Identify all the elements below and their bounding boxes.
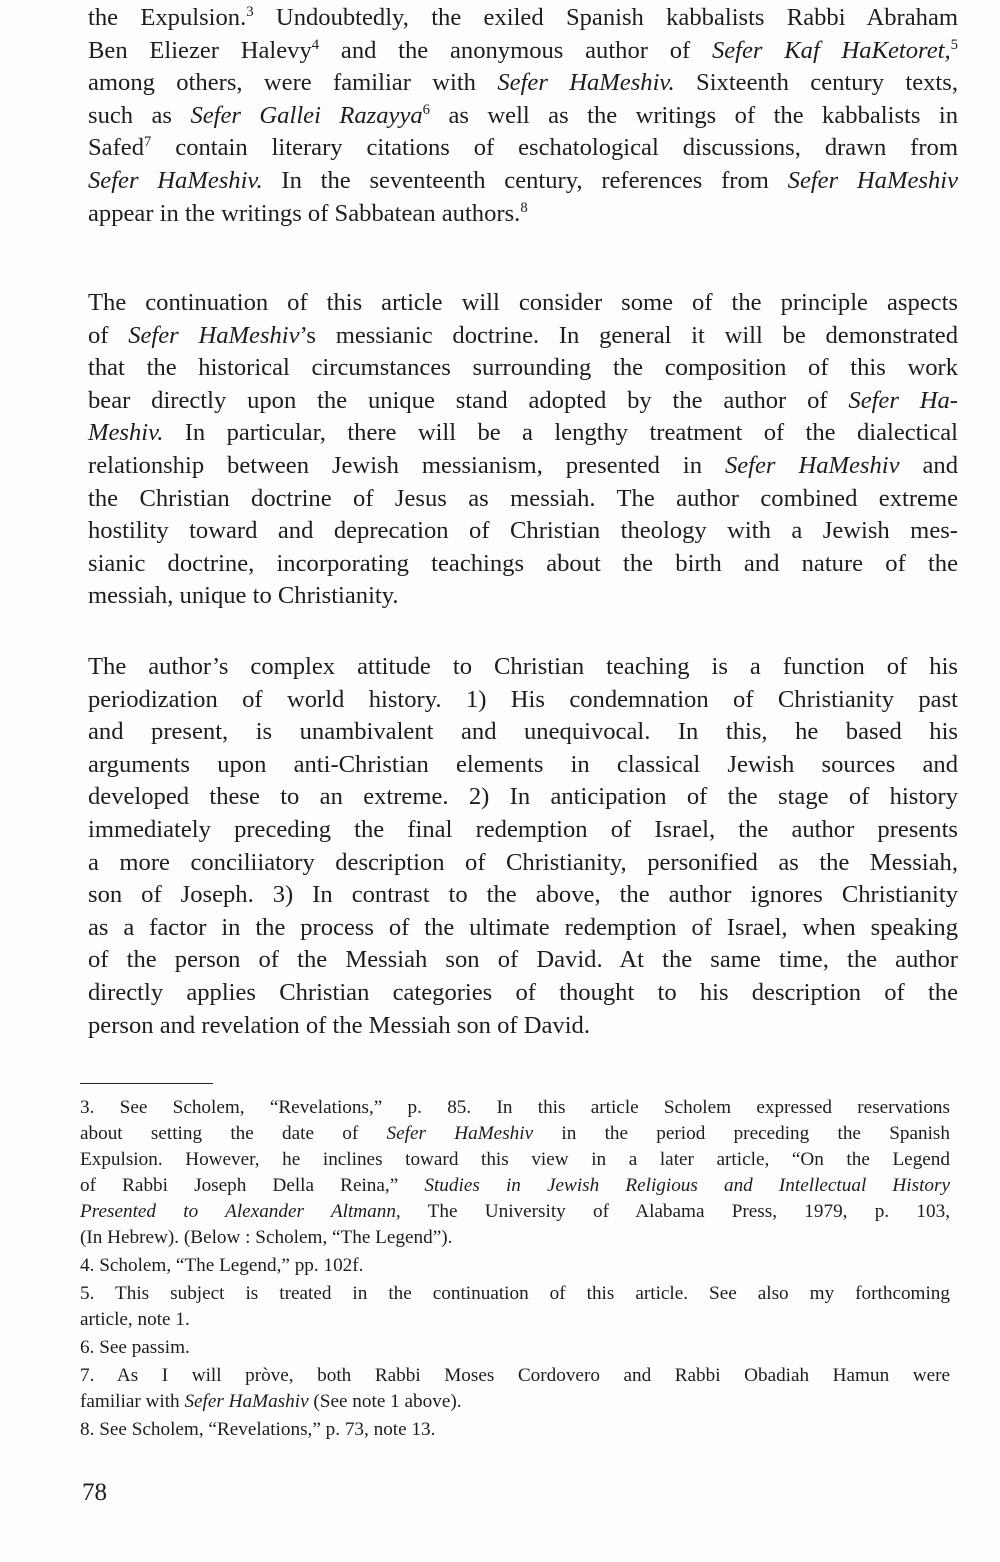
text-line: 6. See passim. bbox=[80, 1337, 190, 1358]
text-line: a more conciliiatory description of Christianity, personified as the Messiah, bbox=[88, 848, 958, 876]
footnote-8 bbox=[80, 1417, 950, 1443]
text-line: that the historical circumstances surrounding the composition of this work bbox=[88, 354, 958, 382]
italic-title: Meshiv. bbox=[88, 419, 164, 447]
text-line: of the person of the Messiah son of David. At the same time, the author bbox=[88, 946, 958, 974]
text-line: and present, is unambivalent and unequivocal. In this, he based his bbox=[88, 718, 958, 746]
text-line: 5. This subject is treated in the continuation of this article. See also my forthcoming bbox=[80, 1283, 950, 1304]
text-line: immediately preceding the final redemption of Israel, the author presents bbox=[88, 815, 958, 843]
body-paragraph bbox=[88, 287, 958, 613]
body-paragraph bbox=[88, 651, 958, 1042]
text-line: relationship between Jewish messianism, presented in Sefer HaMeshiv and bbox=[88, 451, 958, 479]
text-line: 8. See Scholem, “Revelations,” p. 73, note 13. bbox=[80, 1419, 436, 1440]
text-line: son of Joseph. 3) In contrast to the above, the author ignores Christianity bbox=[88, 881, 958, 909]
text-line: messiah, unique to Christianity. bbox=[88, 582, 399, 610]
note-reference: 6 bbox=[422, 101, 431, 118]
page-number: 78 bbox=[82, 1479, 107, 1506]
text-line: Expulsion. However, he inclines toward this view in a later article, “On the Legend bbox=[80, 1149, 950, 1170]
text-line: hostility toward and deprecation of Christian theology with a Jewish mes- bbox=[88, 517, 958, 545]
footnote-6 bbox=[80, 1335, 950, 1361]
text-line: bear directly upon the unique stand adopted by the author of Sefer Ha- bbox=[88, 386, 958, 414]
paragraph-periodization bbox=[88, 651, 958, 1042]
text-line: Sefer HaMeshiv. In the seventeenth century, references from Sefer HaMeshiv bbox=[88, 166, 958, 194]
italic-title: Sefer Ha- bbox=[848, 386, 958, 414]
body-paragraph bbox=[88, 2, 958, 230]
text-line: about setting the date of Sefer HaMeshiv in the period preceding the Spanish bbox=[80, 1123, 950, 1144]
note-reference: 7 bbox=[144, 134, 152, 151]
italic-title: Sefer HaMeshiv bbox=[386, 1123, 534, 1144]
text-line: person and revelation of the Messiah son of David. bbox=[88, 1011, 590, 1039]
text-line: arguments upon anti-Christian elements in classical Jewish sources and bbox=[88, 750, 958, 778]
text-line: 3. See Scholem, “Revelations,” p. 85. In this article Scholem expressed reservations bbox=[80, 1097, 950, 1118]
text-line: sianic doctrine, incorporating teachings about the birth and nature of the bbox=[88, 549, 958, 577]
text-line: developed these to an extreme. 2) In anticipation of the stage of history bbox=[88, 783, 958, 811]
text-line: of Rabbi Joseph Della Reina,” Studies in Jewish Religious and Intellectual History bbox=[80, 1175, 950, 1196]
text-line: as a factor in the process of the ultimate redemption of Israel, when speaking bbox=[88, 913, 958, 941]
text-line: Presented to Alexander Altmann, The University of Alabama Press, 1979, p. 103, bbox=[80, 1201, 950, 1222]
text-line: Meshiv. In particular, there will be a lengthy treatment of the dialectical bbox=[88, 419, 958, 447]
text-line: periodization of world history. 1) His condemnation of Christianity past bbox=[88, 685, 958, 713]
italic-title: Sefer HaMashiv bbox=[184, 1391, 309, 1412]
footnote-7 bbox=[80, 1363, 950, 1415]
text-line: (In Hebrew). (Below : Scholem, “The Legend”). bbox=[80, 1227, 453, 1248]
text-line: among others, were familiar with Sefer HaMeshiv. Sixteenth century texts, bbox=[88, 69, 958, 97]
italic-title: Sefer HaMeshiv bbox=[787, 166, 958, 194]
text-line: The continuation of this article will consider some of the principle aspects bbox=[88, 289, 958, 316]
text-line: familiar with Sefer HaMashiv (See note 1 above). bbox=[80, 1391, 462, 1412]
italic-title: Sefer HaMeshiv. bbox=[88, 166, 263, 194]
note-reference: 5 bbox=[950, 36, 958, 53]
italic-title: Studies in Jewish Religious and Intellectual History bbox=[424, 1175, 950, 1196]
note-reference: 4 bbox=[311, 36, 320, 53]
text-line: the Christian doctrine of Jesus as messiah. The author combined extreme bbox=[88, 484, 958, 512]
italic-title: Sefer HaMeshiv. bbox=[497, 69, 675, 97]
text-line: appear in the writings of Sabbatean authors.$^8$ bbox=[88, 199, 528, 227]
text-line: such as Sefer Gallei Razayya$^6$ as well as the writings of the kabbalists in bbox=[88, 101, 958, 129]
text-line: the Expulsion.$^3$ Undoubtedly, the exiled Spanish kabbalists Rabbi Abraham bbox=[88, 3, 958, 31]
text-line: Safed$^7$ contain literary citations of eschatological discussions, drawn from bbox=[88, 134, 958, 162]
footnote-4 bbox=[80, 1253, 950, 1279]
italic-title: Sefer Gallei Razayya bbox=[190, 101, 423, 129]
footnotes bbox=[80, 1095, 950, 1445]
note-reference: 8 bbox=[520, 199, 528, 216]
note-reference: 3 bbox=[246, 3, 254, 20]
text-line: directly applies Christian categories of thought to his description of the bbox=[88, 978, 958, 1006]
paragraph-continuation bbox=[88, 287, 958, 613]
italic-title: Sefer Kaf HaKetoret, bbox=[711, 36, 951, 64]
text-line: 7. As I will pròve, both Rabbi Moses Cordovero and Rabbi Obadiah Hamun were bbox=[80, 1365, 950, 1386]
text-line: 4. Scholem, “The Legend,” pp. 102f. bbox=[80, 1255, 364, 1276]
text-line: Ben Eliezer Halevy$^4$ and the anonymous author of Sefer Kaf HaKetoret,$^5$ bbox=[88, 36, 958, 64]
italic-title: Sefer HaMeshiv bbox=[128, 321, 300, 349]
text-line: The author’s complex attitude to Christian teaching is a function of his bbox=[88, 653, 958, 680]
text-line: article, note 1. bbox=[80, 1309, 190, 1330]
italic-title: Presented to Alexander Altmann, bbox=[80, 1201, 401, 1222]
italic-title: Sefer HaMeshiv bbox=[724, 451, 900, 479]
footnote-3 bbox=[80, 1095, 950, 1251]
text-line: of Sefer HaMeshiv’s messianic doctrine. In general it will be demonstrated bbox=[88, 321, 958, 349]
footnote-5 bbox=[80, 1281, 950, 1333]
footnote-separator bbox=[80, 1083, 213, 1084]
paragraph-expulsion bbox=[88, 2, 958, 230]
